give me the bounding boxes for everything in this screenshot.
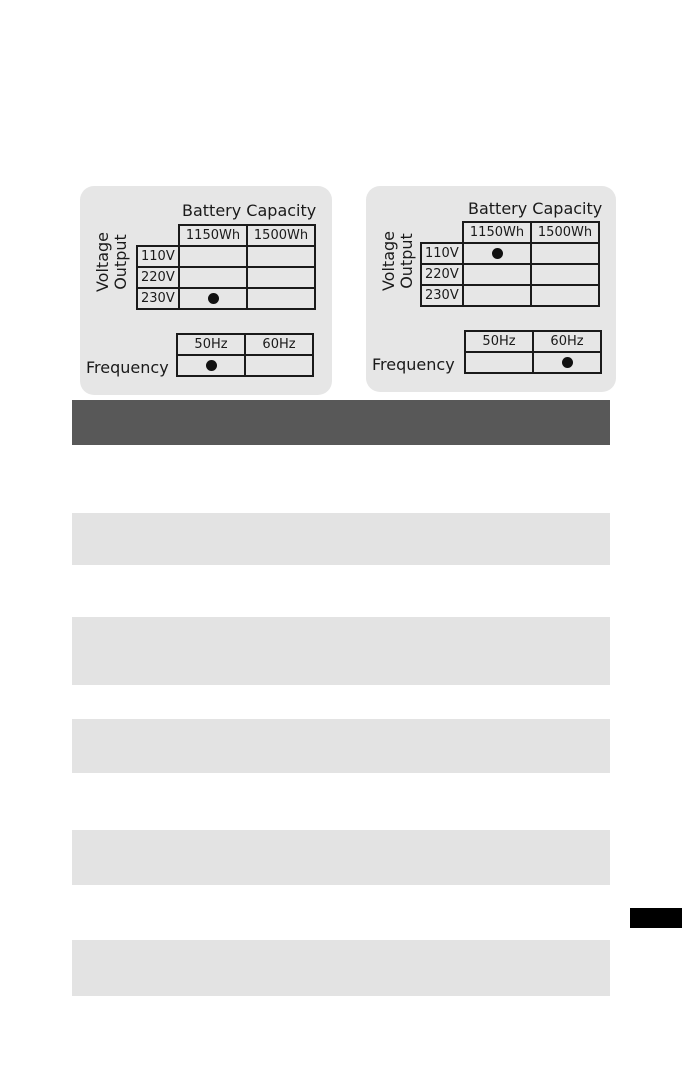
table-cell-selected (463, 243, 531, 264)
selected-dot-icon (208, 293, 219, 304)
selected-dot-icon (562, 357, 573, 368)
table-cell (179, 267, 247, 288)
table-row-shaded (72, 830, 610, 885)
selected-dot-icon (206, 360, 217, 371)
table-header-bar (72, 400, 610, 445)
table-cell (179, 246, 247, 267)
voltage-row-110: 110V (421, 243, 463, 264)
capacity-header-1500: 1500Wh (531, 222, 599, 243)
frequency-header-50hz: 50Hz (465, 331, 533, 352)
frequency-header-60hz: 60Hz (245, 334, 313, 355)
table-cell (245, 355, 313, 376)
table-cell-selected (177, 355, 245, 376)
voltage-row-230: 230V (421, 285, 463, 306)
frequency-table (176, 333, 314, 377)
table-row-shaded (72, 719, 610, 773)
table-cell (247, 288, 315, 309)
table-cell (463, 264, 531, 285)
table-cell (465, 352, 533, 373)
frequency-header-50hz: 50Hz (177, 334, 245, 355)
frequency-header-60hz: 60Hz (533, 331, 601, 352)
voltage-row-110: 110V (137, 246, 179, 267)
battery-capacity-title: Battery Capacity (468, 199, 603, 218)
table-cell-selected (179, 288, 247, 309)
voltage-row-220: 220V (421, 264, 463, 285)
table-cell (463, 285, 531, 306)
capacity-header-1150: 1150Wh (179, 225, 247, 246)
battery-capacity-title: Battery Capacity (182, 201, 317, 220)
voltage-row-230: 230V (137, 288, 179, 309)
table-cell (247, 246, 315, 267)
section-edge-tab (630, 908, 682, 928)
table-row-shaded (72, 617, 610, 685)
voltage-capacity-table (420, 221, 600, 307)
voltage-output-label: Voltage Output (93, 232, 130, 293)
frequency-label: Frequency (86, 358, 169, 377)
spec-label-panel-right (366, 186, 616, 392)
selected-dot-icon (492, 248, 503, 259)
capacity-header-1500: 1500Wh (247, 225, 315, 246)
voltage-row-220: 220V (137, 267, 179, 288)
spec-label-panel-left (80, 186, 332, 395)
voltage-output-label: Voltage Output (379, 231, 416, 292)
voltage-capacity-table (136, 224, 316, 310)
table-cell (531, 285, 599, 306)
table-cell (247, 267, 315, 288)
table-row-shaded (72, 940, 610, 996)
frequency-label: Frequency (372, 355, 455, 374)
table-cell (531, 264, 599, 285)
table-row-shaded (72, 513, 610, 565)
capacity-header-1150: 1150Wh (463, 222, 531, 243)
table-cell-selected (533, 352, 601, 373)
frequency-table (464, 330, 602, 374)
table-cell (531, 243, 599, 264)
